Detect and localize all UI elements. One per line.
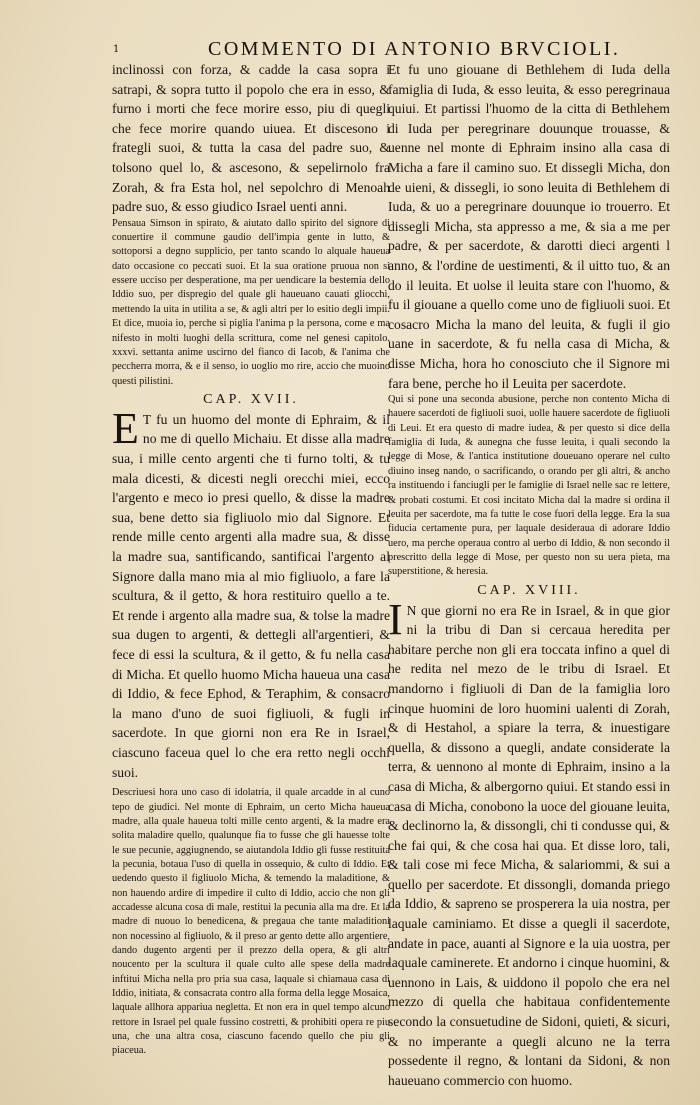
commentary-paragraph: Qui si pone una seconda abusione, perche non contento Micha di hauere sacerdoti de figliuoli suoi, uolle hauere sacerdote de figliuoli di Leui. Et era questo di madre iudea, & per questo si dice della famiglia di Iuda, & aunegna che fusse leuita, i quali secondo la legge di Mose, & l'antica institutione doueuano operare nel culto diuino inseg nando, o sacrificando, o orando per gli altri, & ancho ra instituendo i fanciugli per le famiglie di Israel nelle sac re lettere, & probati costumi. Et cosi incitato Micha dal la madre si ordina il leuita per sacerdote, ma fa tutte le cose fuori della legge. Era la sua fiducia certamente pura, per laquale desideraua di adorare Iddio uero, ma perche operaua contro al uerbo di Iddio, & non secondo il prescritto della legge di Mose, per questo non su uera pieta, ma superstitione, & heresia. bbox=[388, 394, 670, 578]
scripture-paragraph: inclinossi con forza, & cadde la casa sopra i satrapi, & sopra tutto il popolo che era in esso, & furno i morti che fece morire esso, piu di quegli che fece morire quando uiuea. Et discesono i frategli suoi, & tutta la casa del padre suo, & tolsono quel lo, & ascesono, & sepelirnolo fra Zorah, & fra Esta hol, nel sepolchro di Menoah padre suo, & esso giudico Israel uenti anni. bbox=[112, 62, 390, 215]
left-column bbox=[112, 60, 390, 1059]
chapter-heading: CAP. XVIII. bbox=[477, 582, 581, 598]
right-column bbox=[388, 60, 670, 1090]
folio-number: 1 bbox=[113, 44, 121, 55]
scripture-paragraph: Et fu uno giouane di Bethlehem di Iuda della famiglia di Iuda, & esso leuita, & esso peregrinaua quiui. Et partissi l'huomo de la citta di Bethlehem di Iuda per peregrinare douunque trouasse, & uenne nel monte di Ephraim insino alla casa di Micha a fare il camino suo. Et dissegli Micha, don de uieni, & dissegli, io sono leuita di Bethlehem di Iuda, & uo a peregrinare douunque io trouerro. Et dissegli Micha, sta appresso a me, & sia a me per padre, & per sacerdote, & darotti dieci argenti l anno, & l'ordine de uestimenti, & il uitto tuo, & an do il leuita. Et uolse il leuita stare con l'huomo, & fu il giouane a quello come uno de figliuoli suoi. Et cosacro Micha la mano del leuita, & fugli il gio uane in sacerdote, & fu nella casa di Micha, & disse Micha, hora ho conosciuto che il Signore mi fara bene, perche ho il Leuita per sacerdote. bbox=[388, 62, 670, 391]
scripture-paragraph: IN que giorni no era Re in Israel, & in que gior ni la tribu di Dan si cercaua heredita per habitare perche non gli era toccata infino a quel di he redita nel mezo de le tribu di Israel. Et mandorno i figliuoli di Dan de la famiglia loro cinque huomini de loro huomini ualenti di Zorah, & di Hestahol, a spiare la terra, & inuestigare quella, & dissono a quegli, andate considerate la terra, & uennono al monte di Ephraim, insino a la casa di Micha, & albergorno quiui. Et stando essi in casa di Micha, conobono la uoce del giouane leuita, & declinorno la, & dissongli, chi ti condusse qui, & che fai qui, & che cosa hai qua. Et disse loro, tali, & tali cose mi fece Micha, & salariommi, & sui a quello per sacerdote. Et dissongli, domanda priego da Iddio, & sapreno se prosperera la uia nostra, per laquale caminiamo. Et disse a quegli il sacerdote, andate in pace, auanti al Signore e la uia uostra, per laquale caminerete. Et andorno i cinque huomini, & uennono in Lais, & uiddono il popolo che era nel mezzo di quella che habitaua confidentemente secondo la consuetudine de Sidoni, quieti, & sicuri, & no imperante a quegli alcuno ne la terra possedente il regno, & lontani da Sidoni, & non haueuano commercio con huomo. bbox=[388, 594, 670, 1088]
chapter-heading: CAP. XVII. bbox=[203, 391, 299, 407]
commentary-paragraph: Pensaua Simson in spirato, & aiutato dallo spirito del signore di conuertire il commune gaudio dell'impia gente in lutto, & sottoporsi a degno supplicio, per tanto scando lo alquale haueua dato occasione co peccati suoi. Et la sua oratione pruoua non si essere ucciso per desperatione, ma per uendicare la bestemia dello Iddio suo, per dispregio del quale gli haueuano cauati gliocchi, mettendo la uita in utilita a se, & agli altri per lo esitio degli impii. Et dice, muoia io, perche si piglia l'anima p la persona, come e ma nifesto in molti luoghi della scrittura, come nel genesi capitolo. xxxvi. settanta anime uscirno del fianco di Iacob, & l'anima che peccherra morra, & e il senso, io uoglio mo rire, accio che muoino questi pilistini. bbox=[112, 217, 390, 387]
running-head: COMMENTO DI ANTONIO BRVCIOLI. bbox=[208, 38, 621, 60]
commentary-paragraph: Descriuesi hora uno caso di idolatria, il quale arcadde in al cuno tepo de giudici. Nel monte di Ephraim, un certo Micha haueua madre, alla quale haueua tolti mille cento argenti, & la madre era solita maladire quello, qualunque fia to fusse che gli hauesse tolte le sue pecunie, aggiugnendo, se aiutandola Iddio gli fusse restituita la pecunia, botaua l'uso di quella in ossequio, & culto di Iddio. Et uedendo questo il figliuolo Micha, & temendo la maladitione, & non hauendo ardire di impedire il culto di Iddio, accio che non gli accadesse alcuna cosa di male, restitui la pecunia alla ma dre. Et la madre di nuouo lo benedicena, & pregaua che tante maladitioni non nocessino al figliuolo, & il preso ar gento dette allo argentiere, dando dugento argenti per il prezzo della opera, & gli altri noucento per la scultura il quale culto alle spese della madre inftitui Micha nella pro pria sua casa, laquale si chiamaua casa di Iddio, initiata, & consacrata contro alla forma della legge Mosaica, laquale allhora appariua negletta. Et non era in quel tempo alcuno rettore in Israel pel quale fussino costretti, & prohibiti opera re piu una, che una altra cosa, ciascuno facendo quello che piu gli piaceua. bbox=[112, 787, 390, 1057]
scripture-paragraph: ET fu un huomo del monte di Ephraim, & il no me di quello Michaiu. Et disse alla madre sua, i mille cento argenti che ti furno tolti, & tu mala dicesti, & dicesti negli orecchi miei, ecco l'argento e meco io presi quello, & disse la madre sua, bene detto sia figliuolo mio dal Signore. Et rende mille cento argenti alla madre sua, & disse la madre sua, santificando, santificai l'argento al Signore dalla mano mia al mio figliuolo, a fare la scultura, & il getto, & hora restituiro quello a te. Et rende i argento alla madre sua, & tolse la madre sua dugen to argenti, & dettegli all'argentieri, & fece di essi la scultura, & il getto, & fu nella casa di Micha. Et quello huomo Micha haueua una casa di Iddio, & fece Ephod, & Teraphim, & consacro la mano d'uno de suoi figliuoli, & fugli in sacerdote. In que giorni non era Re in Israel, ciascuno faceua quel lo che era retto negli occhi suoi. bbox=[112, 403, 390, 780]
